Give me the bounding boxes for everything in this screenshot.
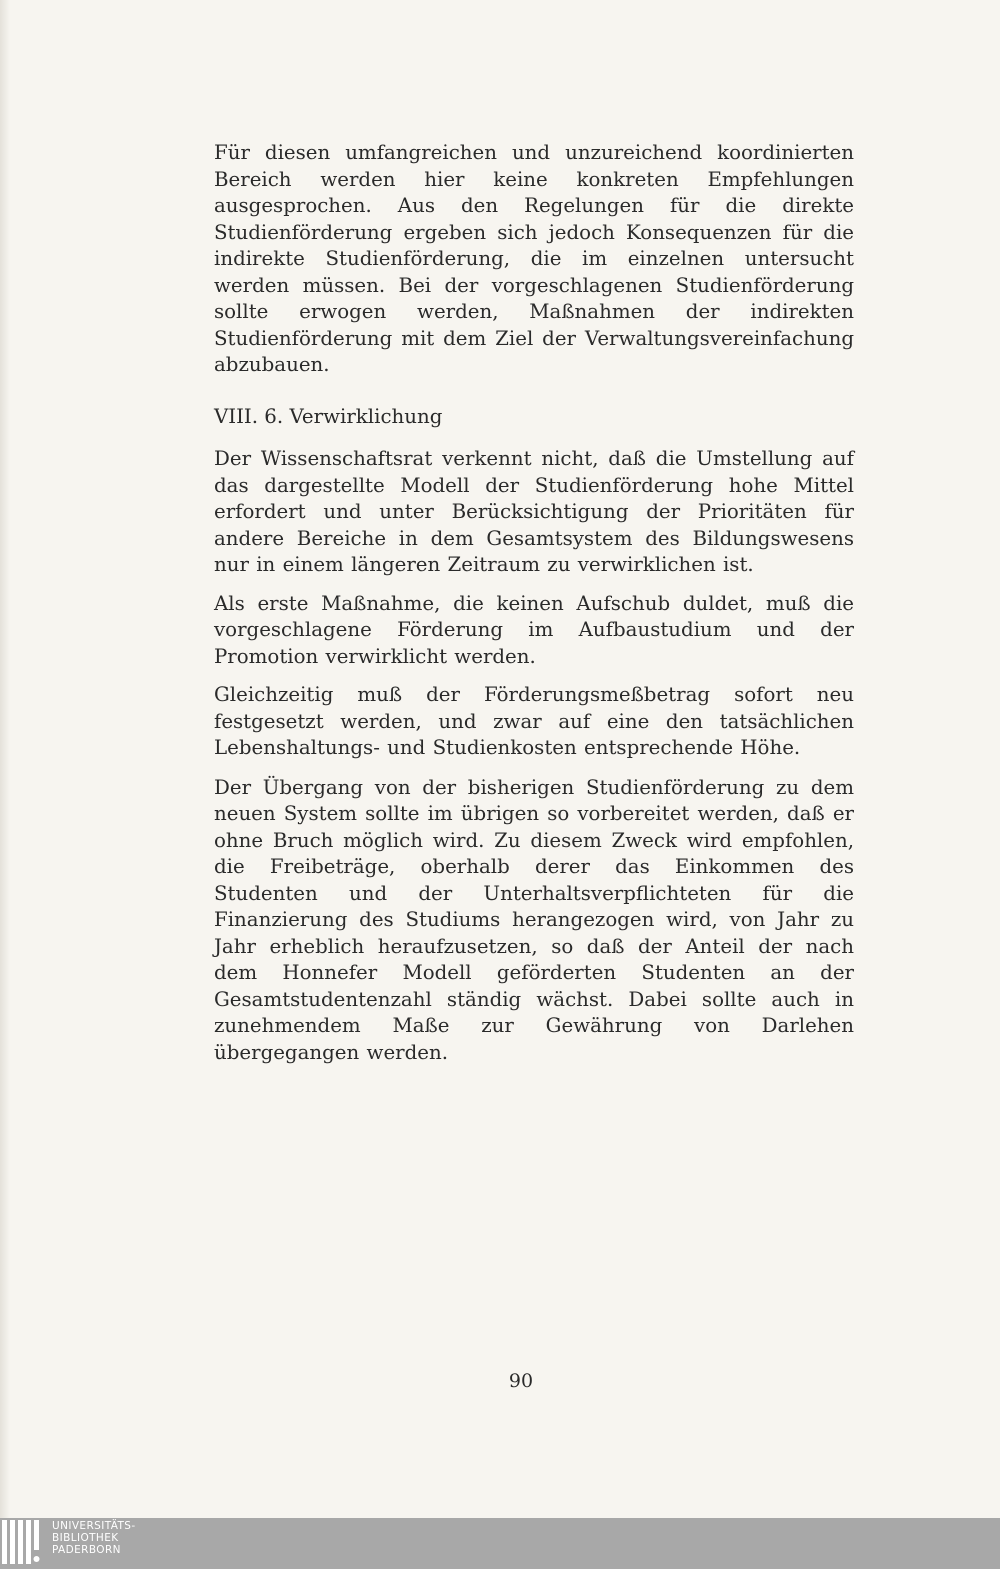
text-column	[214, 140, 854, 1066]
library-barcode-logo-icon	[0, 1520, 48, 1568]
logo-line-1: UNIVERSITÄTS-	[52, 1520, 136, 1532]
logo-line-3: PADERBORN	[52, 1544, 121, 1556]
library-logo	[0, 1518, 200, 1569]
page-number: 90	[508, 1370, 534, 1392]
library-footer-bar	[0, 1518, 1000, 1569]
paragraph-indirect-funding: Für diesen umfangreichen und unzureichend koordinierten Bereich werden hier keine konkreten Empfehlungen ausgesprochen. Aus den Regelungen für die direkte Studienförderung ergeben sich jedoch Konsequenzen für die indirekte Studienförderung, die im einzelnen untersucht werden müssen. Bei der vorgeschlagenen Studienförderung sollte erwogen werden, Maßnahmen der indirekten Studienförderung mit dem Ziel der Verwaltungsvereinfachung abzubauen.	[214, 141, 854, 376]
paragraph-implementation-cost: Der Wissenschaftsrat verkennt nicht, daß die Umstellung auf das dargestellte Modell der Studienförderung hohe Mittel erfordert und unter Berücksichtigung der Prioritäten für andere Bereiche in dem Gesamtsystem des Bildungswesens nur in einem längeren Zeitraum zu verwirklichen ist.	[214, 447, 854, 576]
logo-line-2: BIBLIOTHEK	[52, 1532, 119, 1544]
paragraph-funding-amount: Gleichzeitig muß der Förderungsmeßbetrag sofort neu festgesetzt werden, und zwar auf eine den tatsächlichen Lebenshaltungs- und Studienkosten entsprechende Höhe.	[214, 683, 854, 759]
paragraph-transition: Der Übergang von der bisherigen Studienförderung zu dem neuen System sollte im übrigen so vorbereitet werden, daß er ohne Bruch möglich wird. Zu diesem Zweck wird empfohlen, die Freibeträge, oberhalb derer das Einkommen des Studenten und der Unterhaltsverpflichteten für die Finanzierung des Studiums herangezogen wird, von Jahr zu Jahr erheblich heraufzusetzen, so daß der Anteil der nach dem Honnefer Modell geförderten Studenten an der Gesamtstudentenzahl ständig wächst. Dabei sollte auch in zunehmendem Maße zur Gewährung von Darlehen übergegangen werden.	[214, 775, 854, 1064]
page-edge-shadow	[0, 0, 10, 1518]
paragraph-first-measure: Als erste Maßnahme, die keinen Aufschub duldet, muß die vorgeschlagene Förderung im Aufbaustudium und der Promotion verwirklicht werden.	[214, 591, 854, 668]
library-logo-text	[52, 1520, 136, 1556]
section-heading: VIII. 6. Verwirklichung	[214, 404, 443, 428]
